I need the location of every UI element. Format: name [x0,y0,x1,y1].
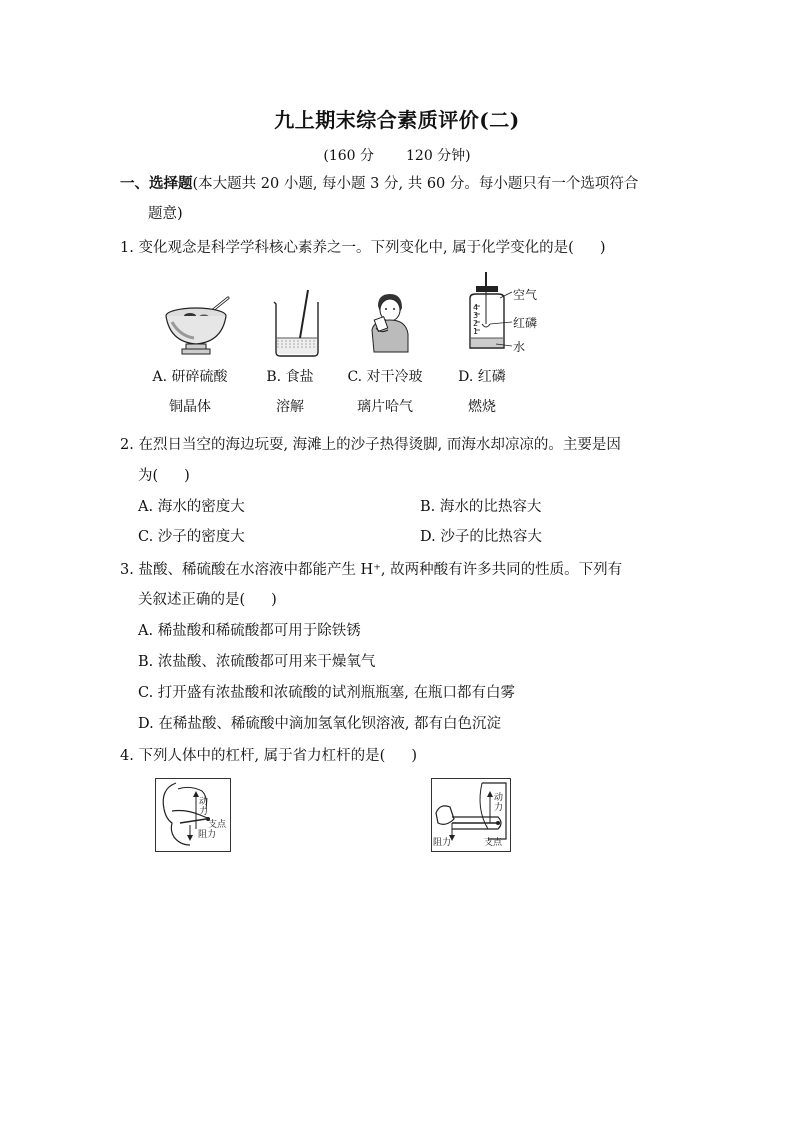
q1-option-d[interactable] [427,362,537,422]
question-2-text-cont: 为( [138,468,159,484]
q1-option-a-line2: 铜晶体 [169,399,211,415]
q1-option-b-line1: B. 食盐 [266,369,314,385]
forearm-fulcrum-label: 支点 [484,838,503,848]
q1-option-b-line2: 溶解 [276,399,304,415]
section-title: 一、选择题 [120,176,193,192]
page-title: 九上期末综合素质评价(二) [274,108,520,132]
q3-option-c[interactable]: C. 打开盛有浓盐酸和浓硫酸的试剂瓶瓶塞, 在瓶口都有白雾 [138,685,516,701]
q1-option-a[interactable] [135,362,245,422]
question-3-paren: ) [271,592,277,608]
person-glass-figure [364,290,416,356]
question-4-text: 4. 下列人体中的杠杆, 属于省力杠杆的是( [120,748,386,764]
q2-option-d[interactable]: D. 沙子的比热容大 [420,529,542,545]
question-1-text: 1. 变化观念是科学学科核心素养之一。下列变化中, 属于化学变化的是( [120,240,574,256]
q1-option-c-line1: C. 对干冷玻 [347,369,423,385]
q1-option-d-line2: 燃烧 [468,399,496,415]
scale-mark-3: 3 [473,311,479,320]
question-3-text-cont: 关叙述正确的是( [138,592,246,608]
q2-option-b[interactable]: B. 海水的比热容大 [420,499,542,515]
question-2-paren: ) [184,468,190,484]
forearm-lever-figure[interactable] [431,778,511,852]
q1-option-a-line1: A. 研碎硫酸 [152,369,228,385]
question-3-stem: 3. 盐酸、稀硫酸在水溶液中都能产生 H⁺, 故两种酸有许多共同的性质。下列有 [120,562,623,578]
q1-option-c[interactable] [330,362,440,422]
scale-mark-1: 1 [473,327,479,336]
forearm-power-label: 动力 [494,793,504,813]
scale-mark-4: 4 [473,303,479,312]
q2-option-c[interactable]: C. 沙子的密度大 [138,529,245,545]
q3-option-d[interactable]: D. 在稀盐酸、稀硫酸中滴加氢氧化钡溶液, 都有白色沉淀 [138,716,502,732]
beaker-figure [268,288,328,358]
scale-mark-2: 2 [473,319,479,328]
section-instructions-cont: 题意) [148,206,183,222]
question-1-paren: ) [599,240,606,256]
question-4-paren: ) [411,748,417,764]
q1-option-b[interactable] [235,362,345,422]
q3-option-a[interactable]: A. 稀盐酸和稀硫酸都可用于除铁锈 [138,623,361,639]
q2-option-a[interactable]: A. 海水的密度大 [138,499,245,515]
forearm-resistance-label: 阻力 [433,838,452,848]
jaw-lever-figure[interactable] [155,778,231,852]
question-2-stem-cont [138,466,190,486]
question-3-stem-cont [138,590,277,610]
mortar-pestle-figure [160,292,240,356]
score-info: (160 分 [323,148,374,164]
page-subtitle [0,145,794,165]
time-info: 120 分钟) [406,148,471,164]
q3-option-b[interactable]: B. 浓盐酸、浓硫酸都可用来干燥氧气 [138,654,376,670]
jaw-resistance-label: 阻力 [198,830,217,840]
q1-option-d-line1: D. 红磷 [458,369,506,385]
jaw-fulcrum-label: 支点 [208,820,227,830]
q1-option-c-line2: 璃片哈气 [357,399,413,415]
red-phosphorus-label: 红磷 [513,316,538,330]
water-label: 水 [513,340,526,354]
air-label: 空气 [513,288,538,302]
question-1-stem [120,238,606,258]
phosphorus-bottle-figure [466,272,546,356]
question-4-stem [120,746,417,766]
section-heading [120,174,638,194]
question-2-stem: 2. 在烈日当空的海边玩耍, 海滩上的沙子热得烫脚, 而海水却凉凉的。主要是因 [120,437,621,453]
section-instructions: (本大题共 20 小题, 每小题 3 分, 共 60 分。每小题只有一个选项符合 [192,176,639,192]
jaw-power-label: 动力 [199,797,209,817]
